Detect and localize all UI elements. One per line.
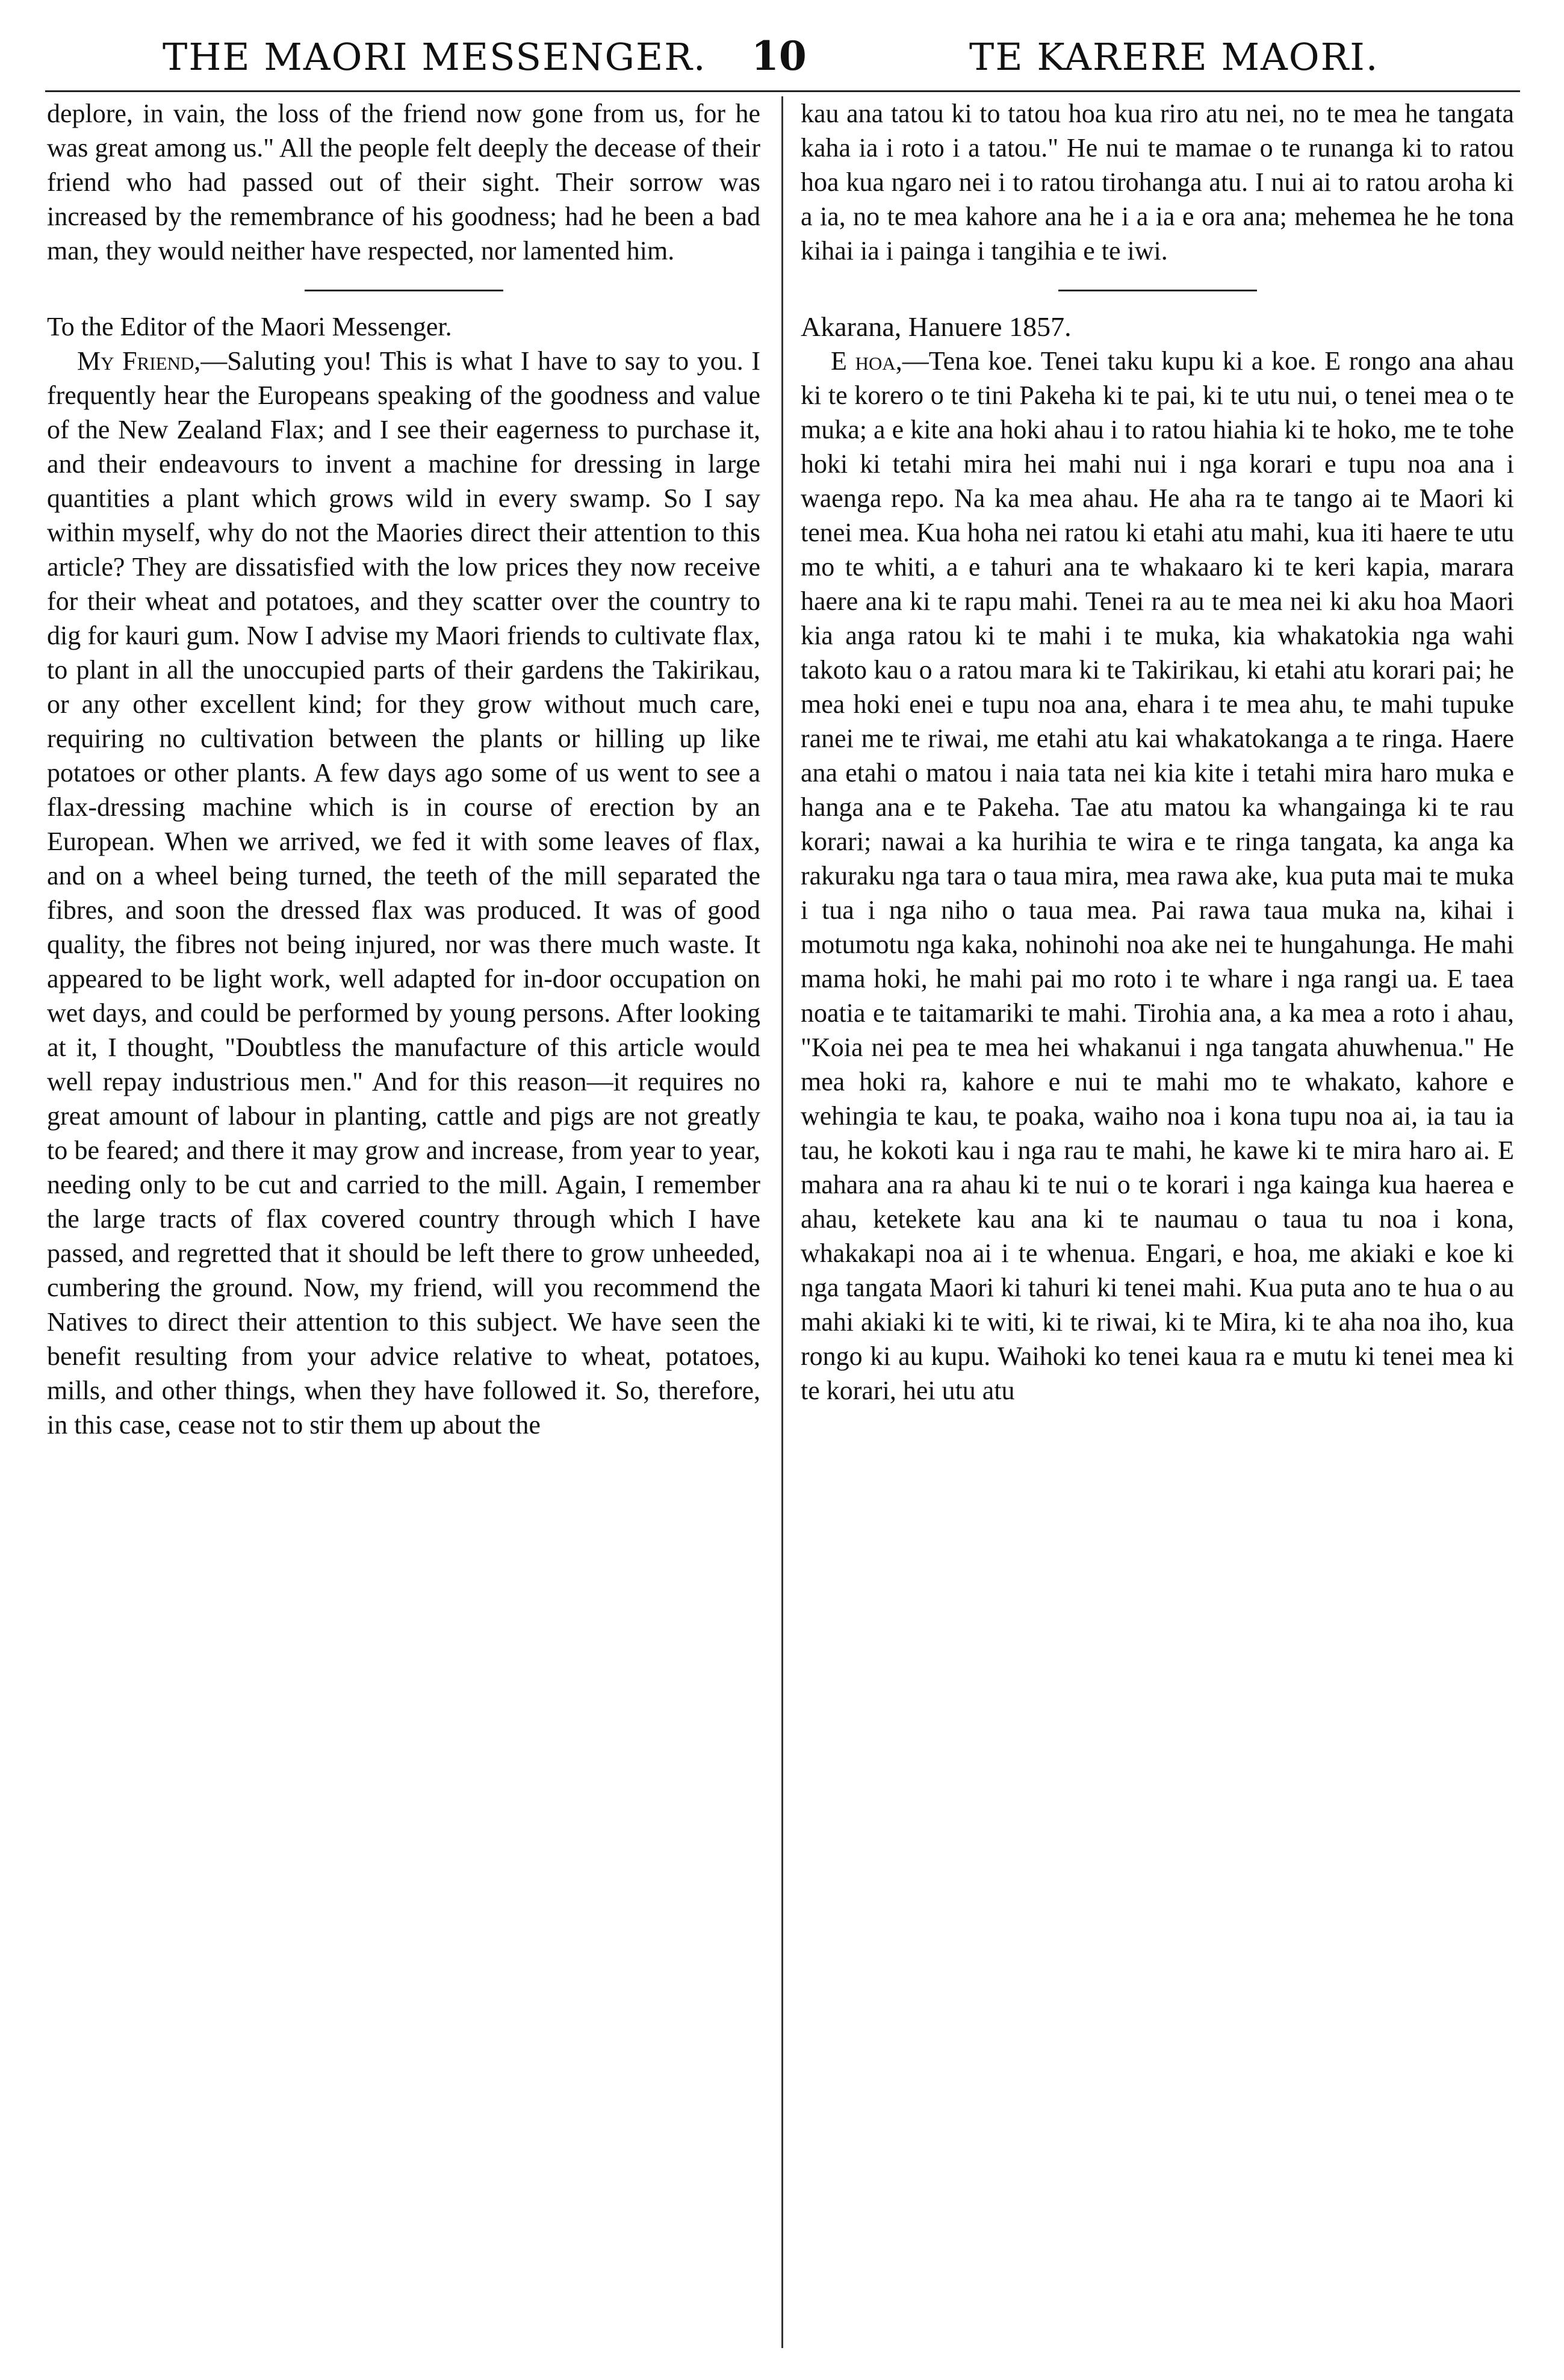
section-rule	[305, 290, 503, 291]
letter-body: —Saluting you! This is what I have to say to you. I frequently hear the Europeans speaking of the goodness and value of the New Zealand Flax; and I see their eagerness to purchase it, and their endeavours to invent a machine for dressing in large quantities a plant which grows wild in every swamp. So I say within myself, why do not the Maories direct their attention to this article? They are dissatisfied with the low prices they now receive for their wheat and potatoes, and they scatter over the country to dig for kauri gum. Now I advise my Maori friends to cultivate flax, to plant in all the unoccupied parts of their gardens the Takirikau, or any other excellent kind; for they grow without much care, requiring no cultivation between the plants or hilling up like potatoes or other plants. A few days ago some of us went to see a flax-dressing machine which is in course of erection by an European. When we arrived, we fed it with some leaves of flax, and on a wheel being turned, the teeth of the mill separated the fibres, and soon the dressed flax was produced. It was of good quality, the fibres not being injured, nor was there much waste. It appeared to be light work, well adapted for in-door occupation on wet days, and could be performed by young persons. After looking at it, I thought, "Doubtless the manufacture of this article would well repay industrious men." And for this reason—it requires no great amount of labour in planting, cattle and pigs are not greatly to be feared; and there it may grow and increase, from year to year, needing only to be cut and carried to the mill. Again, I remember the large tracts of flax covered country through which I have passed, and regretted that it should be left there to grow unheeded, cumbering the ground. Now, my friend, will you recommend the Natives to direct their attention to this subject. We have seen the benefit resulting from your advice relative to wheat, potatoes, mills, and other things, when they have followed it. So, therefore, in this case, cease not to stir them up about the	[47, 346, 760, 1440]
letter-paragraph	[47, 344, 760, 1442]
page-number: 10	[751, 33, 807, 79]
letter-salutation: My Friend,	[77, 346, 201, 376]
continued-paragraph: kau ana tatou ki to tatou hoa kua riro atu nei, no te mea he tangata kaha ia i roto i a tatou." He nui te mamae o te runanga ki to ratou hoa kua ngaro nei i to ratou tirohanga atu. I nui ai to ratou aroha ki a ia, no te mea kahore ana he i a ia e ora ana; mehemea he he tona kihai ia i painga i tangihia e te iwi.	[801, 99, 1514, 266]
maori-column	[801, 96, 1514, 1408]
running-head	[42, 24, 1529, 90]
english-column	[47, 96, 760, 1442]
english-masthead-title: THE MAORI MESSENGER.	[163, 35, 707, 79]
letter-salutation: E hoa,	[831, 346, 902, 376]
letter-heading: To the Editor of the Maori Messenger.	[47, 312, 452, 341]
letter-paragraph	[801, 344, 1514, 1408]
maori-masthead-title: TE KARERE MAORI.	[969, 35, 1379, 79]
letter-body: —Tena koe. Tenei taku kupu ki a koe. E rongo ana ahau ki te korero o te tini Pakeha ki te pai, ki te utu nui, o tenei mea o te muka; a e kite ana hoki ahau i to ratou hiahia ki te hoko, me te tohe hoki ki tetahi mira hei mahi nui i nga korari e tupu noa ana i waenga repo. Na ka mea ahau. He aha ra te tango ai te Maori ki tenei mea. Kua hoha nei ratou ki etahi atu mahi, kua iti haere te utu mo te whiti, a e tahuri ana te whakaaro ki te keri kapia, marara haere ana ki te rapu mahi. Tenei ra au te mea nei ki aku hoa Maori kia anga ratou ki te mahi i te muka, kia whakatokia nga wahi takoto kau o a ratou mara ki te Takirikau, ki etahi atu korari pai; he mea hoki enei e tupu noa ana, ehara i te mea ahu, te mahi tupuke ranei me te riwai, me etahi atu kai whakatokanga a te ringa. Haere ana etahi o matou i naia tata nei kia kite i tetahi mira haro muka e hanga ana e te Pakeha. Tae atu matou ka whangainga ki te rau korari; nawai a ka hurihia te wira e te ringa tangata, ka anga ka rakuraku nga tara o taua mira, mea rawa ake, kua puta mai te muka i tua i nga niho o taua mea. Pai rawa taua muka na, kihai i motumotu nga kaka, nohinohi noa ake nei te hungahunga. He mahi mama hoki, he mahi pai mo roto i te whare i nga rangi ua. E taea noatia e te taitamariki te mahi. Tirohia ana, a ka mea a roto i ahau, "Koia nei pea te mea hei whakanui i nga tangata ahuwhenua." He mea hoki ra, kahore e nui te mahi mo te whakato, kahore e wehingia te kau, te poaka, waiho noa i kona tupu noa ai, ia tau ia tau, he kokoti kau i nga rau te mahi, he kawe ki te mira haro ai. E mahara ana ra ahau ki te nui o te korari i nga kainga kua haerea e ahau, ketekete kau ana ki te naumau o taua tu noa i kona, whakakapi noa ai i te whenua. Engari, e hoa, me akiaki e koe ki nga tangata Maori ki tahuri ki tenei mahi. Kua puta ano te hua o au mahi akiaki ki te witi, ki te riwai, ki te Mira, ki te aha noa iho, kua rongo ki au kupu. Waihoki ko tenei kaua ra e mutu ki tenei mea ki te korari, hei utu atu	[801, 346, 1514, 1405]
continued-paragraph: deplore, in vain, the loss of the friend now gone from us, for he was great among us." All the people felt deeply the decease of their friend who had passed out of their sight. Their sorrow was increased by the remembrance of his goodness; had he been a bad man, they would neither have respected, nor lamented him.	[47, 99, 760, 266]
column-divider	[781, 96, 783, 2348]
letter-dateline: Akarana, Hanuere 1857.	[801, 311, 1072, 342]
section-rule	[1058, 290, 1257, 291]
header-rule	[45, 90, 1520, 92]
